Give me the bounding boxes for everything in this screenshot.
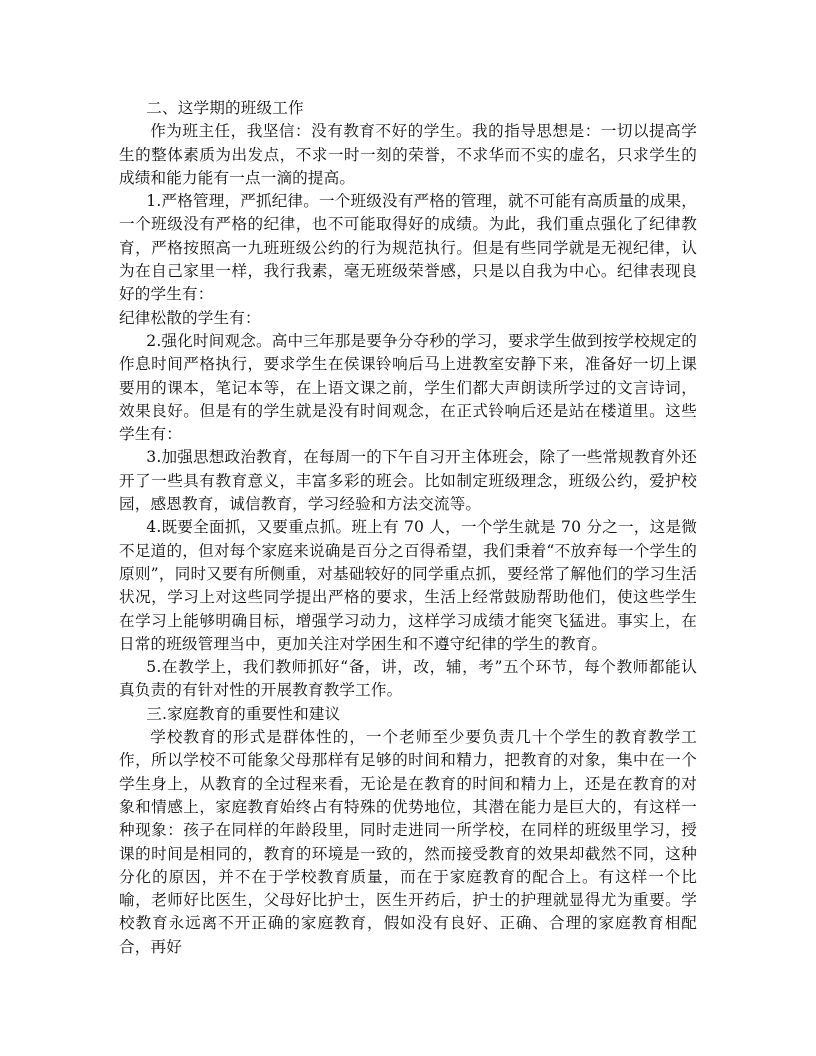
paragraph-key-focus: 4.既要全面抓，又要重点抓。班上有 70 人，一个学生就是 70 分之一，这是微不足道的，但对每个家庭来说确是百分之百得希望，我们秉着“不放弃每一个学生的原则”，同时又要有所侧重，对基础较好的同学重点抓，要经常了解他们的学习生活状况，学习上对这些同学提出严格的要求，生活上经常鼓励帮助他们，使这些学生在学习上能够明确目标，增强学习动力，这样学习成绩才能突飞猛进。事实上，在日常的班级管理当中，更加关注对学困生和不遵守纪律的学生的教育。 xyxy=(119,518,697,653)
paragraph-loose-discipline-students: 纪律松散的学生有： xyxy=(119,308,261,327)
paragraph-strict-discipline: 1.严格管理，严抓纪律。一个班级没有严格的管理，就不可能有高质量的成果，一个班级没有严格的纪律，也不可能取得好的成绩。为此，我们重点强化了纪律教育，严格按照高一九班班级公约的行为规范执行。但是有些同学就是无视纪律，认为在自己家里一样，我行我素，毫无班级荣誉感，只是以自我为中心。纪律表现良好的学生有： xyxy=(119,192,697,304)
paragraph-family-education: 学校教育的形式是群体性的，一个老师至少要负责几十个学生的教育教学工作，所以学校不可能象父母那样有足够的时间和精力，把教育的对象，集中在一个学生身上，从教育的全过程来看，无论是在教育的时间和精力上，还是在教育的对象和情感上，家庭教育始终占有特殊的优势地位，其潜在能力是巨大的，有这样一种现象：孩子在同样的年龄段里，同时走进同一所学校，在同样的班级里学习，授课的时间是相同的，教育的环境是一致的，然而接受教育的效果却截然不同，这种分化的原因，并不在于学校教育质量，而在于家庭教育的配合上。有这样一个比喻，老师好比医生，父母好比护士，医生开药后，护士的护理就显得尤为重要。学校教育永远离不开正确的家庭教育，假如没有良好、正确、合理的家庭教育相配合，再好 xyxy=(119,728,697,956)
section-heading-class-work: 二、这学期的班级工作 xyxy=(146,99,304,117)
section-heading-family-education: 三.家庭教育的重要性和建议 xyxy=(146,704,341,723)
paragraph-guiding-thought: 作为班主任，我坚信：没有教育不好的学生。我的指导思想是：一切以提高学生的整体素质为出发点，不求一时一刻的荣誉，不求华而不实的虚名，只求学生的成绩和能力能有一点一滴的提高。 xyxy=(119,122,697,187)
document-body xyxy=(119,97,697,959)
paragraph-political-education: 3.加强思想政治教育，在每周一的下午自习开主体班会，除了一些常规教育外还开了一些具有教育意义，丰富多彩的班会。比如制定班级理念，班级公约，爱护校园，感恩教育，诚信教育，学习经验和方法交流等。 xyxy=(119,448,697,514)
paragraph-time-concept: 2.强化时间观念。高中三年那是要争分夺秒的学习，要求学生做到按学校规定的作息时间严格执行，要求学生在侯课铃响后马上进教室安静下来，准备好一切上课要用的课本，笔记本等，在上语文课之前，学生们都大声朗读所学过的文言诗词，效果良好。但是有的学生就是没有时间观念，在正式铃响后还是站在楼道里。这些学生有： xyxy=(119,331,697,444)
paragraph-teaching: 5.在教学上，我们教师抓好“备，讲，改，辅，考”五个环节，每个教师都能认真负责的有针对性的开展教育教学工作。 xyxy=(119,658,697,700)
